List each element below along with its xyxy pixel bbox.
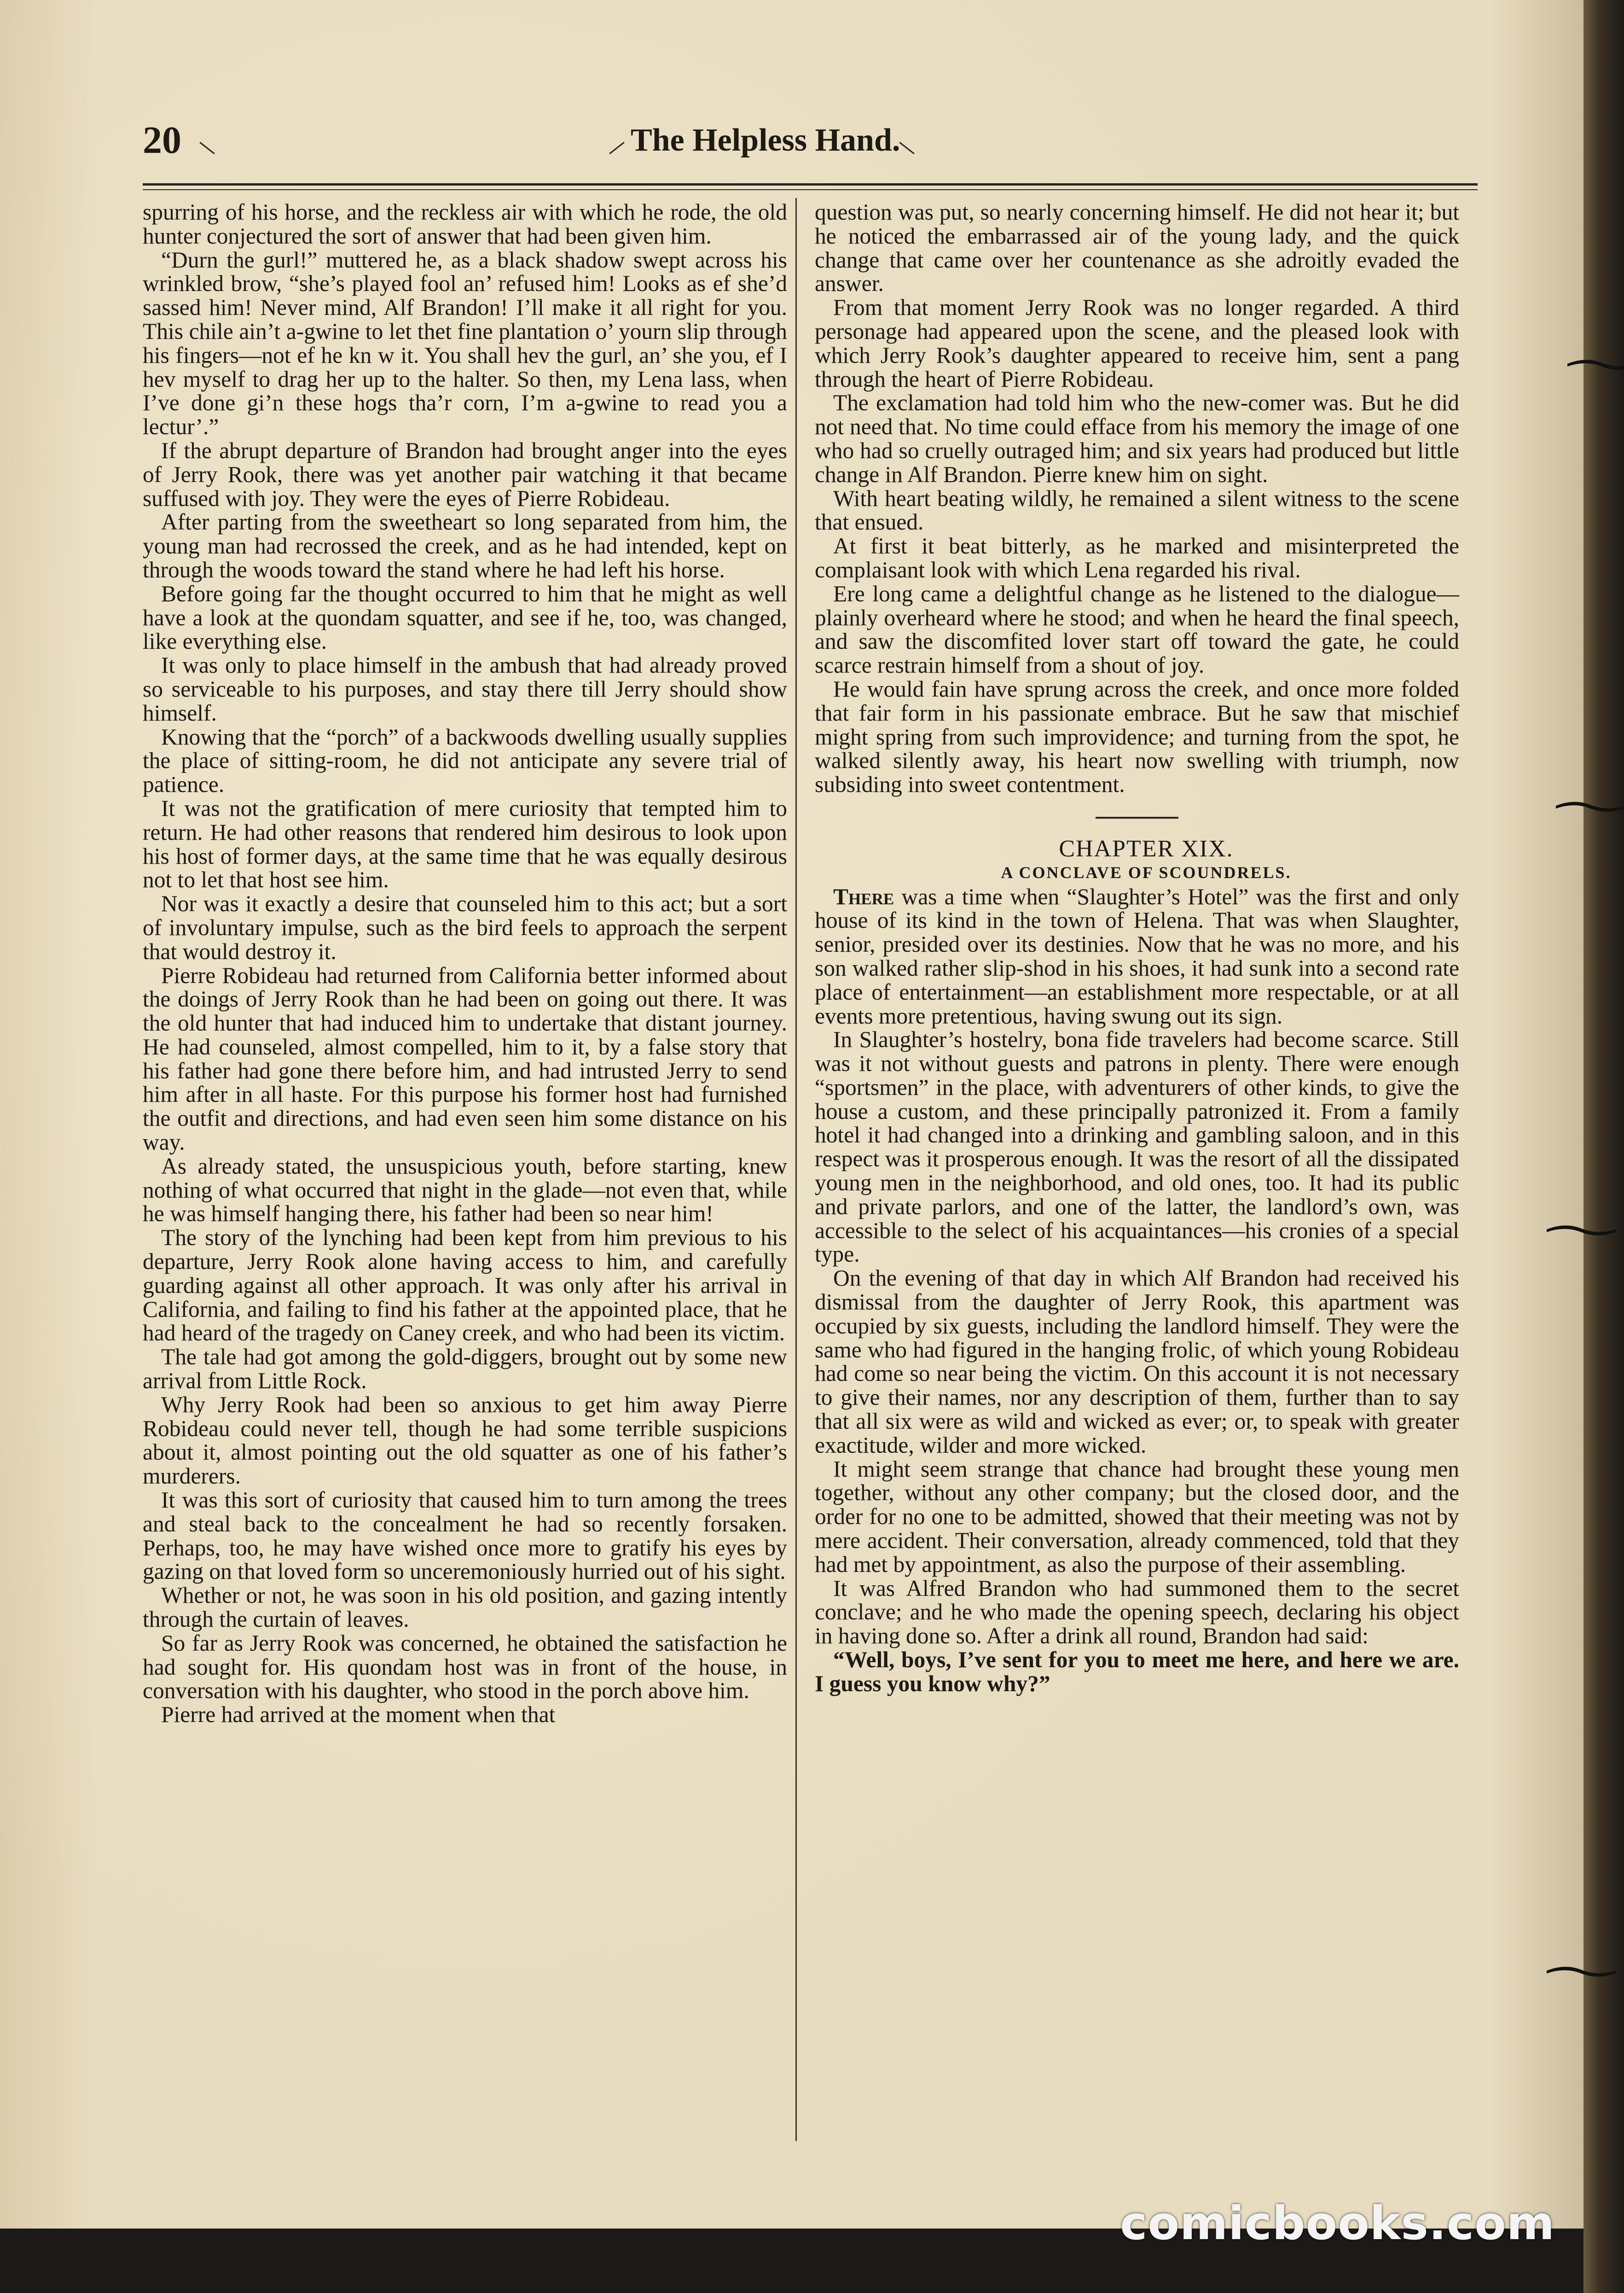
right-column bbox=[815, 200, 1459, 1696]
paragraph: On the evening of that day in which Alf Brandon had received his dismissal from the daughter of Jerry Rook, this apartment was occupied by six guests, including the landlord himself. They were the same who had figured in the hanging frolic, of which young Robideau had come so near being the victim. On this account it is not necessary to give their names, nor any description of them, further than to say that all six were as wild and wicked as ever; or, to speak with greater exactitude, wilder and more wicked. bbox=[815, 1265, 1459, 1458]
paragraph: spurring of his horse, and the reckless air with which he rode, the old hunter conjectured the sort of answer that had been given him. bbox=[143, 199, 787, 249]
paragraph: With heart beating wildly, he remained a silent witness to the scene that ensued. bbox=[815, 485, 1459, 535]
drop-word: There bbox=[833, 884, 894, 909]
staple-icon bbox=[1547, 1220, 1616, 1239]
staple-icon bbox=[1567, 355, 1624, 373]
paragraph: It was this sort of curiosity that caused him to turn among the trees and steal back to the concealment he had so recently forsaken. Perhaps, too, he may have wished once more to gratify his eyes by gazing on that loved form so unceremoniously hurried out of his sight. bbox=[143, 1487, 787, 1584]
paragraph: Ere long came a delightful change as he listened to the dialogue—plainly overheard where he stood; and when he heard the final speech, and saw the discomfited lover start off toward the gate, he could scarce restrain himself from a shout of joy. bbox=[815, 581, 1459, 678]
running-title: The Helpless Hand. bbox=[631, 122, 900, 158]
paragraph: As already stated, the unsuspicious youth, before starting, knew nothing of what occurred that night in the glade—not even that, while he was himself hanging there, his father had been so near him! bbox=[143, 1153, 787, 1227]
ornament-tick bbox=[199, 142, 215, 154]
chapter-subtitle: A CONCLAVE OF SCOUNDRELS. bbox=[1001, 863, 1292, 882]
watermark: comicbooks.com bbox=[1120, 2196, 1555, 2250]
paragraph: Pierre Robideau had returned from California better informed about the doings of Jerry Rook than he had been on going out there. It was the old hunter that had induced him to undertake that distant journey. He had counseled, almost compelled, him to it, by a false story that his father had gone there before him, and had intrusted Jerry to send him after in all haste. For this purpose his former host had furnished the outfit and directions, and had even seen him some distance on his way. bbox=[143, 962, 787, 1155]
paragraph-text: was a time when “Slaughter’s Hotel” was the first and only house of its kind in the town of Helena. That was when Slaughter, senior, presided over its destinies. Now that he was no more, and his son walked rather slip-shod in his shoes, it had sunk into a second rate place of entertainment—an establishment more respectable, or at all events more pretentious, having swung out its sign. bbox=[815, 884, 1459, 1029]
page-header bbox=[143, 115, 1473, 166]
paragraph: Before going far the thought occurred to him that he might as well have a look at the quondam squatter, and see if he, too, was changed, like everything else. bbox=[143, 581, 787, 654]
paragraph: The story of the lynching had been kept from him previous to his departure, Jerry Rook alone having access to him, and carefully guarding against all other approach. It was only after his arrival in California, and failing to find his father at the appointed place, that he had heard of the tragedy on Caney creek, and who had been its victim. bbox=[143, 1225, 787, 1346]
paragraph: It was not the gratification of mere curiosity that tempted him to return. He had other reasons that rendered him desirous to look upon his host of former days, at the same time that he was equally desirous not to let that host see him. bbox=[143, 795, 787, 893]
ornament-tick bbox=[609, 142, 624, 154]
paragraph: From that moment Jerry Rook was no longer regarded. A third personage had appeared upon the scene, and the pleased look with which Jerry Rook’s daughter appeared to receive him, sent a pang through the heart of Pierre Robideau. bbox=[815, 295, 1459, 392]
paragraph: After parting from the sweetheart so long separated from him, the young man had recrossed the creek, and as he had intended, kept on through the woods toward the stand where he had left his horse. bbox=[143, 509, 787, 582]
paragraph: So far as Jerry Rook was concerned, he obtained the satisfaction he had sought for. His quondam host was in front of the house, in conversation with his daughter, who stood in the porch above him. bbox=[143, 1630, 787, 1704]
paragraph: Pierre had arrived at the moment when that bbox=[161, 1702, 556, 1728]
paragraph: question was put, so nearly concerning himself. He did not hear it; but he noticed the embarrassed air of the young lady, and the quick change that came over her countenance as she adroitly evaded the answer. bbox=[815, 199, 1459, 297]
paragraph: At first it beat bitterly, as he marked and misinterpreted the complaisant look with which Lena regarded his rival. bbox=[815, 533, 1459, 582]
paragraph: Knowing that the “porch” of a backwoods dwelling usually supplies the place of sitting-room, he did not anticipate any severe trial of patience. bbox=[143, 724, 787, 797]
paragraph: If the abrupt departure of Brandon had brought anger into the eyes of Jerry Rook, there was yet another pair watching it that became suffused with joy. They were the eyes of Pierre Robideau. bbox=[143, 437, 787, 511]
paragraph: The exclamation had told him who the new-comer was. But he did not need that. No time could efface from his memory the image of one who had so cruelly outraged him; and six years had produced but little change in Alf Brandon. Pierre knew him on sight. bbox=[815, 390, 1459, 487]
paragraph: Whether or not, he was soon in his old position, and gazing intently through the curtain of leaves. bbox=[143, 1583, 787, 1632]
binding-spine bbox=[1583, 0, 1624, 2293]
ornament-tick bbox=[899, 142, 914, 154]
paragraph: Nor was it exactly a desire that counseled him to this act; but a sort of involuntary impulse, such as the bird feels to approach the serpent that would destroy it. bbox=[143, 891, 787, 964]
header-rule bbox=[143, 183, 1478, 190]
paragraph: He would fain have sprung across the creek, and once more folded that fair form in his passionate embrace. But he saw that mischief might spring from such improvidence; and turning from the spot, he walked silently away, his heart now swelling with triumph, now subsiding into sweet contentment. bbox=[815, 676, 1459, 797]
paragraph: In Slaughter’s hostelry, bona fide travelers had become scarce. Still was it not without guests and patrons in plenty. There were enough “sportsmen” in the place, with adventurers of other kinds, to give the house a custom, and these principally patronized it. From a family hotel it had changed into a drinking and gambling saloon, and in this respect was it prosperous enough. It was the resort of all the dissipated young men in the neighborhood, and old ones, too. It had its public and private parlors, and one of the latter, the landlord’s own, was accessible to the select of his acquaintances—his cronies of a special type. bbox=[815, 1027, 1459, 1267]
paragraph: “Durn the gurl!” muttered he, as a black shadow swept across his wrinkled brow, “she’s played fool an’ refused him! Looks as ef she’d sassed him! Never mind, Alf Brandon! I’ll make it all right for you. This chile ain’t a-gwine to let thet fine plantation o’ yourn slip through his fingers—not ef he kn w it. You shall hev the gurl, an’ she you, ef I hev myself to drag her up to the halter. So then, my Lena lass, when I’ve done gi’n these hogs tha’r corn, I’m a-gwine to read you a lectur’.” bbox=[143, 247, 787, 440]
page-number: 20 bbox=[143, 119, 181, 162]
column-divider bbox=[795, 198, 797, 2141]
paragraph: “Well, boys, I’ve sent for you to meet me here, and here we are. I guess you know why?” bbox=[815, 1647, 1459, 1696]
paragraph: It was Alfred Brandon who had summoned them to the secret conclave; and he who made the opening speech, declaring his object in having done so. After a drink all round, Brandon had said: bbox=[815, 1575, 1459, 1649]
section-rule bbox=[1096, 817, 1178, 819]
staple-icon bbox=[1547, 1961, 1616, 1980]
paragraph: It was only to place himself in the ambush that had already proved so serviceable to his purposes, and stay there till Jerry should show himself. bbox=[143, 652, 787, 726]
staple-icon bbox=[1556, 797, 1624, 815]
paragraph: Why Jerry Rook had been so anxious to get him away Pierre Robideau could never tell, though he had some terrible suspicions about it, almost pointing out the old squatter as one of his father’s murderers. bbox=[143, 1391, 787, 1489]
paragraph bbox=[815, 885, 1459, 1028]
paragraph: The tale had got among the gold-diggers, brought out by some new arrival from Little Rock. bbox=[143, 1344, 787, 1394]
chapter-heading: CHAPTER XIX. bbox=[1059, 835, 1234, 862]
left-column bbox=[143, 200, 787, 1727]
paragraph: It might seem strange that chance had brought these young men together, without any other company; but the closed door, and the order for no one to be admitted, showed that their meeting was not by mere accident. Their conversation, already commenced, told that they had met by appointment, as also the purpose of their assembling. bbox=[815, 1456, 1459, 1577]
